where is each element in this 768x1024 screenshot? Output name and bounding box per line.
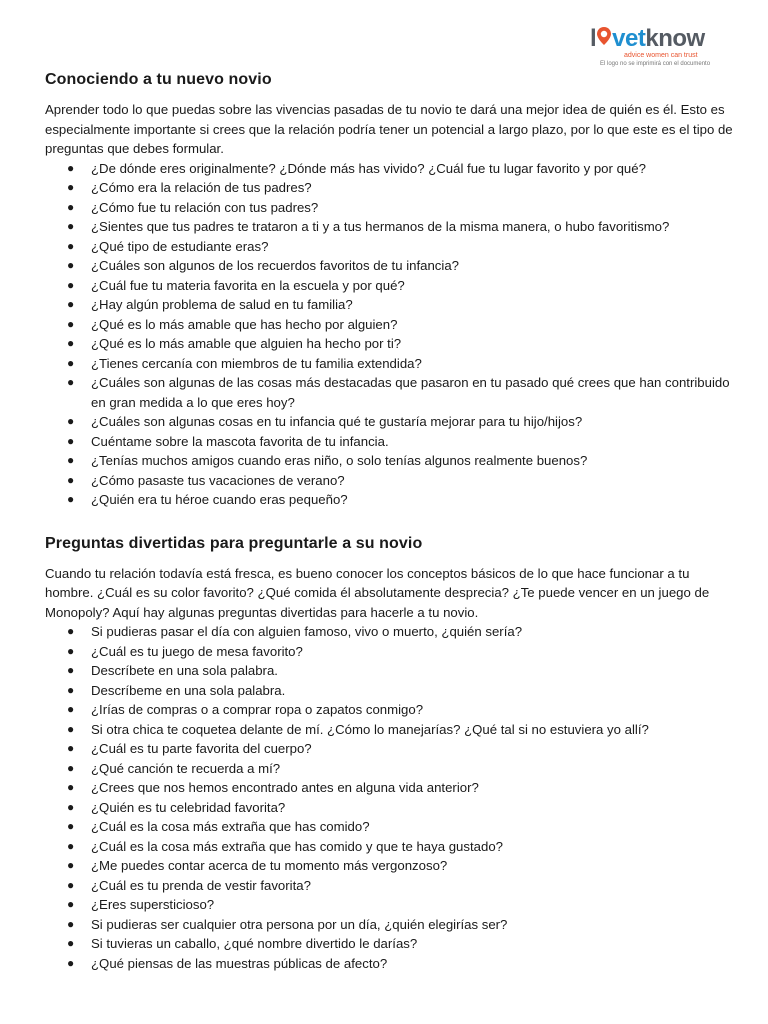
list-item — [45, 681, 735, 701]
list-item — [45, 471, 735, 491]
list-item-text: ¿Tienes cercanía con miembros de tu familia extendida? — [91, 355, 422, 371]
bullet-icon: ● — [67, 472, 75, 487]
list-item-text: ¿Qué es lo más amable que alguien ha hecho por ti? — [91, 336, 402, 351]
list-item — [45, 178, 735, 198]
bullet-icon: ● — [67, 838, 75, 853]
list-item — [45, 276, 735, 296]
list-item — [45, 198, 735, 218]
list-item-text: ¿Me puedes contar acerca de tu momento más vergonzoso? — [91, 858, 448, 873]
list-item-text: ¿Irías de compras o a comprar ropa o zapatos conmigo? — [91, 702, 424, 717]
document-body — [45, 70, 735, 973]
list-item — [45, 954, 735, 974]
lovetoknow-logo — [590, 26, 730, 68]
list-item — [45, 451, 735, 471]
bullet-icon: ● — [67, 375, 75, 389]
list-item-text: ¿Cuáles son algunas cosas en tu infancia qué te gustaría mejorar para tu hijo/hijos? — [91, 414, 583, 429]
bullet-icon: ● — [67, 702, 75, 716]
bullet-icon: ● — [67, 433, 75, 448]
bullet-icon: ● — [67, 916, 75, 931]
list-item-text: ¿Qué tipo de estudiante eras? — [91, 238, 269, 254]
list-item — [45, 876, 735, 896]
list-item — [45, 354, 735, 374]
list-item-text: ¿Eres supersticioso? — [91, 897, 215, 912]
list-item — [45, 700, 735, 720]
bullet-icon: ● — [67, 897, 75, 911]
list-item-text: ¿Cuáles son algunas de las cosas más destacadas que pasaron en tu pasado qué crees que han contribuido en gran medida a lo que eres hoy? — [91, 375, 730, 410]
list-item-text: ¿Qué piensas de las muestras públicas de afecto? — [91, 955, 388, 971]
bullet-icon: ● — [67, 180, 75, 194]
list-item — [45, 217, 735, 237]
list-item-text: ¿Quién era tu héroe cuando eras pequeño? — [91, 492, 348, 507]
question-list-fun-questions — [45, 622, 735, 973]
list-item-text: ¿Sientes que tus padres te trataron a ti y a tus hermanos de la misma manera, o hubo favoritismo? — [91, 219, 670, 234]
bullet-icon: ● — [67, 936, 75, 950]
list-item-text: ¿Cuáles son algunos de los recuerdos favoritos de tu infancia? — [91, 258, 460, 273]
list-item-text: ¿Qué es lo más amable que has hecho por alguien? — [91, 316, 398, 332]
list-item-text: Descríbeme en una sola palabra. — [91, 682, 286, 698]
list-item-text: ¿Cuál es tu prenda de vestir favorita? — [91, 877, 311, 893]
list-item — [45, 817, 735, 837]
list-item-text: ¿Quién es tu celebridad favorita? — [91, 799, 286, 815]
location-pin-icon — [596, 26, 612, 46]
list-item — [45, 837, 735, 857]
bullet-icon: ● — [67, 355, 75, 370]
list-item-text: ¿Cómo fue tu relación con tus padres? — [91, 199, 319, 215]
list-item-text: Si pudieras ser cualquier otra persona por un día, ¿quién elegirías ser? — [91, 916, 508, 932]
list-item — [45, 237, 735, 257]
list-item-text: ¿Cuál es la cosa más extraña que has comido? — [91, 819, 370, 834]
section-intro-getting-to-know: Aprender todo lo que puedas sobre las vivencias pasadas de tu novio te dará una mejor idea de quién es él. Esto es especialmente importante si crees que la relación podría tener un potencial a largo plazo, por lo que este es el tipo de preguntas que debes formular. — [45, 102, 733, 156]
bullet-icon: ● — [67, 492, 75, 506]
list-item — [45, 432, 735, 452]
list-item — [45, 256, 735, 276]
list-item-text: Si pudieras pasar el día con alguien famoso, vivo o muerto, ¿quién sería? — [91, 624, 523, 639]
list-item-text: ¿Cuál es la cosa más extraña que has comido y que te haya gustado? — [91, 838, 503, 854]
list-item — [45, 934, 735, 954]
list-item — [45, 490, 735, 510]
list-item-text: ¿Tenías muchos amigos cuando eras niño, o solo tenías algunos realmente buenos? — [91, 453, 588, 468]
list-item-text: ¿Qué canción te recuerda a mí? — [91, 760, 281, 776]
logo-wordmark: l vetknow — [590, 25, 705, 52]
list-item-text: ¿Cómo pasaste tus vacaciones de verano? — [91, 472, 345, 488]
list-item — [45, 642, 735, 662]
section-intro-fun-questions: Cuando tu relación todavía está fresca, es bueno conocer los conceptos básicos de lo que hace funcionar a tu hombre. ¿Cuál es su color favorito? ¿Qué comida él absolutamente desprecia? ¿Te puede vencer en un juego de Monopoly? Aquí hay algunas preguntas divertidas para hacerle a tu novio. — [45, 565, 710, 620]
bullet-icon: ● — [67, 721, 75, 736]
list-item — [45, 373, 735, 412]
list-item — [45, 720, 735, 740]
bullet-icon: ● — [67, 760, 75, 775]
list-item — [45, 739, 735, 759]
bullet-icon: ● — [67, 799, 75, 814]
list-item-text: ¿Cuál es tu juego de mesa favorito? — [91, 643, 303, 659]
list-item — [45, 315, 735, 335]
list-item-text: ¿Cuál es tu parte favorita del cuerpo? — [91, 741, 312, 756]
logo-print-note: El logo no se imprimirá con el documento — [600, 61, 711, 67]
bullet-icon: ● — [67, 780, 75, 794]
list-item — [45, 856, 735, 876]
logo-tagline: advice women can trust — [624, 52, 698, 59]
bullet-icon: ● — [67, 414, 75, 428]
list-item — [45, 895, 735, 915]
list-item-text: Si otra chica te coquetea delante de mí. ¿Cómo lo manejarías? ¿Qué tal si no estuviera yo allí? — [91, 721, 649, 737]
bullet-icon: ● — [67, 316, 75, 331]
bullet-icon: ● — [67, 297, 75, 311]
bullet-icon: ● — [67, 682, 75, 697]
list-item-text: ¿De dónde eres originalmente? ¿Dónde más has vivido? ¿Cuál fue tu lugar favorito y por qué? — [91, 160, 646, 176]
section-heading-getting-to-know: Conociendo a tu nuevo novio — [45, 71, 272, 88]
section-heading-fun-questions: Preguntas divertidas para preguntarle a su novio — [45, 534, 423, 552]
bullet-icon: ● — [67, 258, 75, 272]
bullet-icon: ● — [67, 238, 75, 253]
bullet-icon: ● — [67, 453, 75, 467]
bullet-icon: ● — [67, 741, 75, 755]
list-item-text: ¿Crees que nos hemos encontrado antes en alguna vida anterior? — [91, 780, 479, 795]
list-item — [45, 915, 735, 935]
list-item — [45, 661, 735, 681]
bullet-icon: ● — [67, 877, 75, 892]
bullet-icon: ● — [67, 663, 75, 677]
bullet-icon: ● — [67, 160, 75, 175]
list-item — [45, 622, 735, 642]
list-item — [45, 412, 735, 432]
list-item-text: Si tuvieras un caballo, ¿qué nombre divertido le darías? — [91, 936, 418, 951]
bullet-icon: ● — [67, 199, 75, 214]
bullet-icon: ● — [67, 643, 75, 658]
list-item-text: ¿Hay algún problema de salud en tu familia? — [91, 297, 353, 312]
bullet-icon: ● — [67, 858, 75, 872]
question-list-getting-to-know — [45, 159, 735, 510]
list-item — [45, 295, 735, 315]
list-item — [45, 778, 735, 798]
bullet-icon: ● — [67, 819, 75, 833]
list-item-text: Cuéntame sobre la mascota favorita de tu infancia. — [91, 433, 389, 449]
bullet-icon: ● — [67, 219, 75, 233]
list-item — [45, 334, 735, 354]
bullet-icon: ● — [67, 624, 75, 638]
list-item — [45, 159, 735, 179]
list-item — [45, 759, 735, 779]
list-item-text: ¿Cómo era la relación de tus padres? — [91, 180, 312, 195]
list-item-text: ¿Cuál fue tu materia favorita en la escuela y por qué? — [91, 277, 405, 293]
bullet-icon: ● — [67, 277, 75, 292]
bullet-icon: ● — [67, 336, 75, 350]
bullet-icon: ● — [67, 955, 75, 970]
list-item — [45, 798, 735, 818]
list-item-text: Descríbete en una sola palabra. — [91, 663, 278, 678]
